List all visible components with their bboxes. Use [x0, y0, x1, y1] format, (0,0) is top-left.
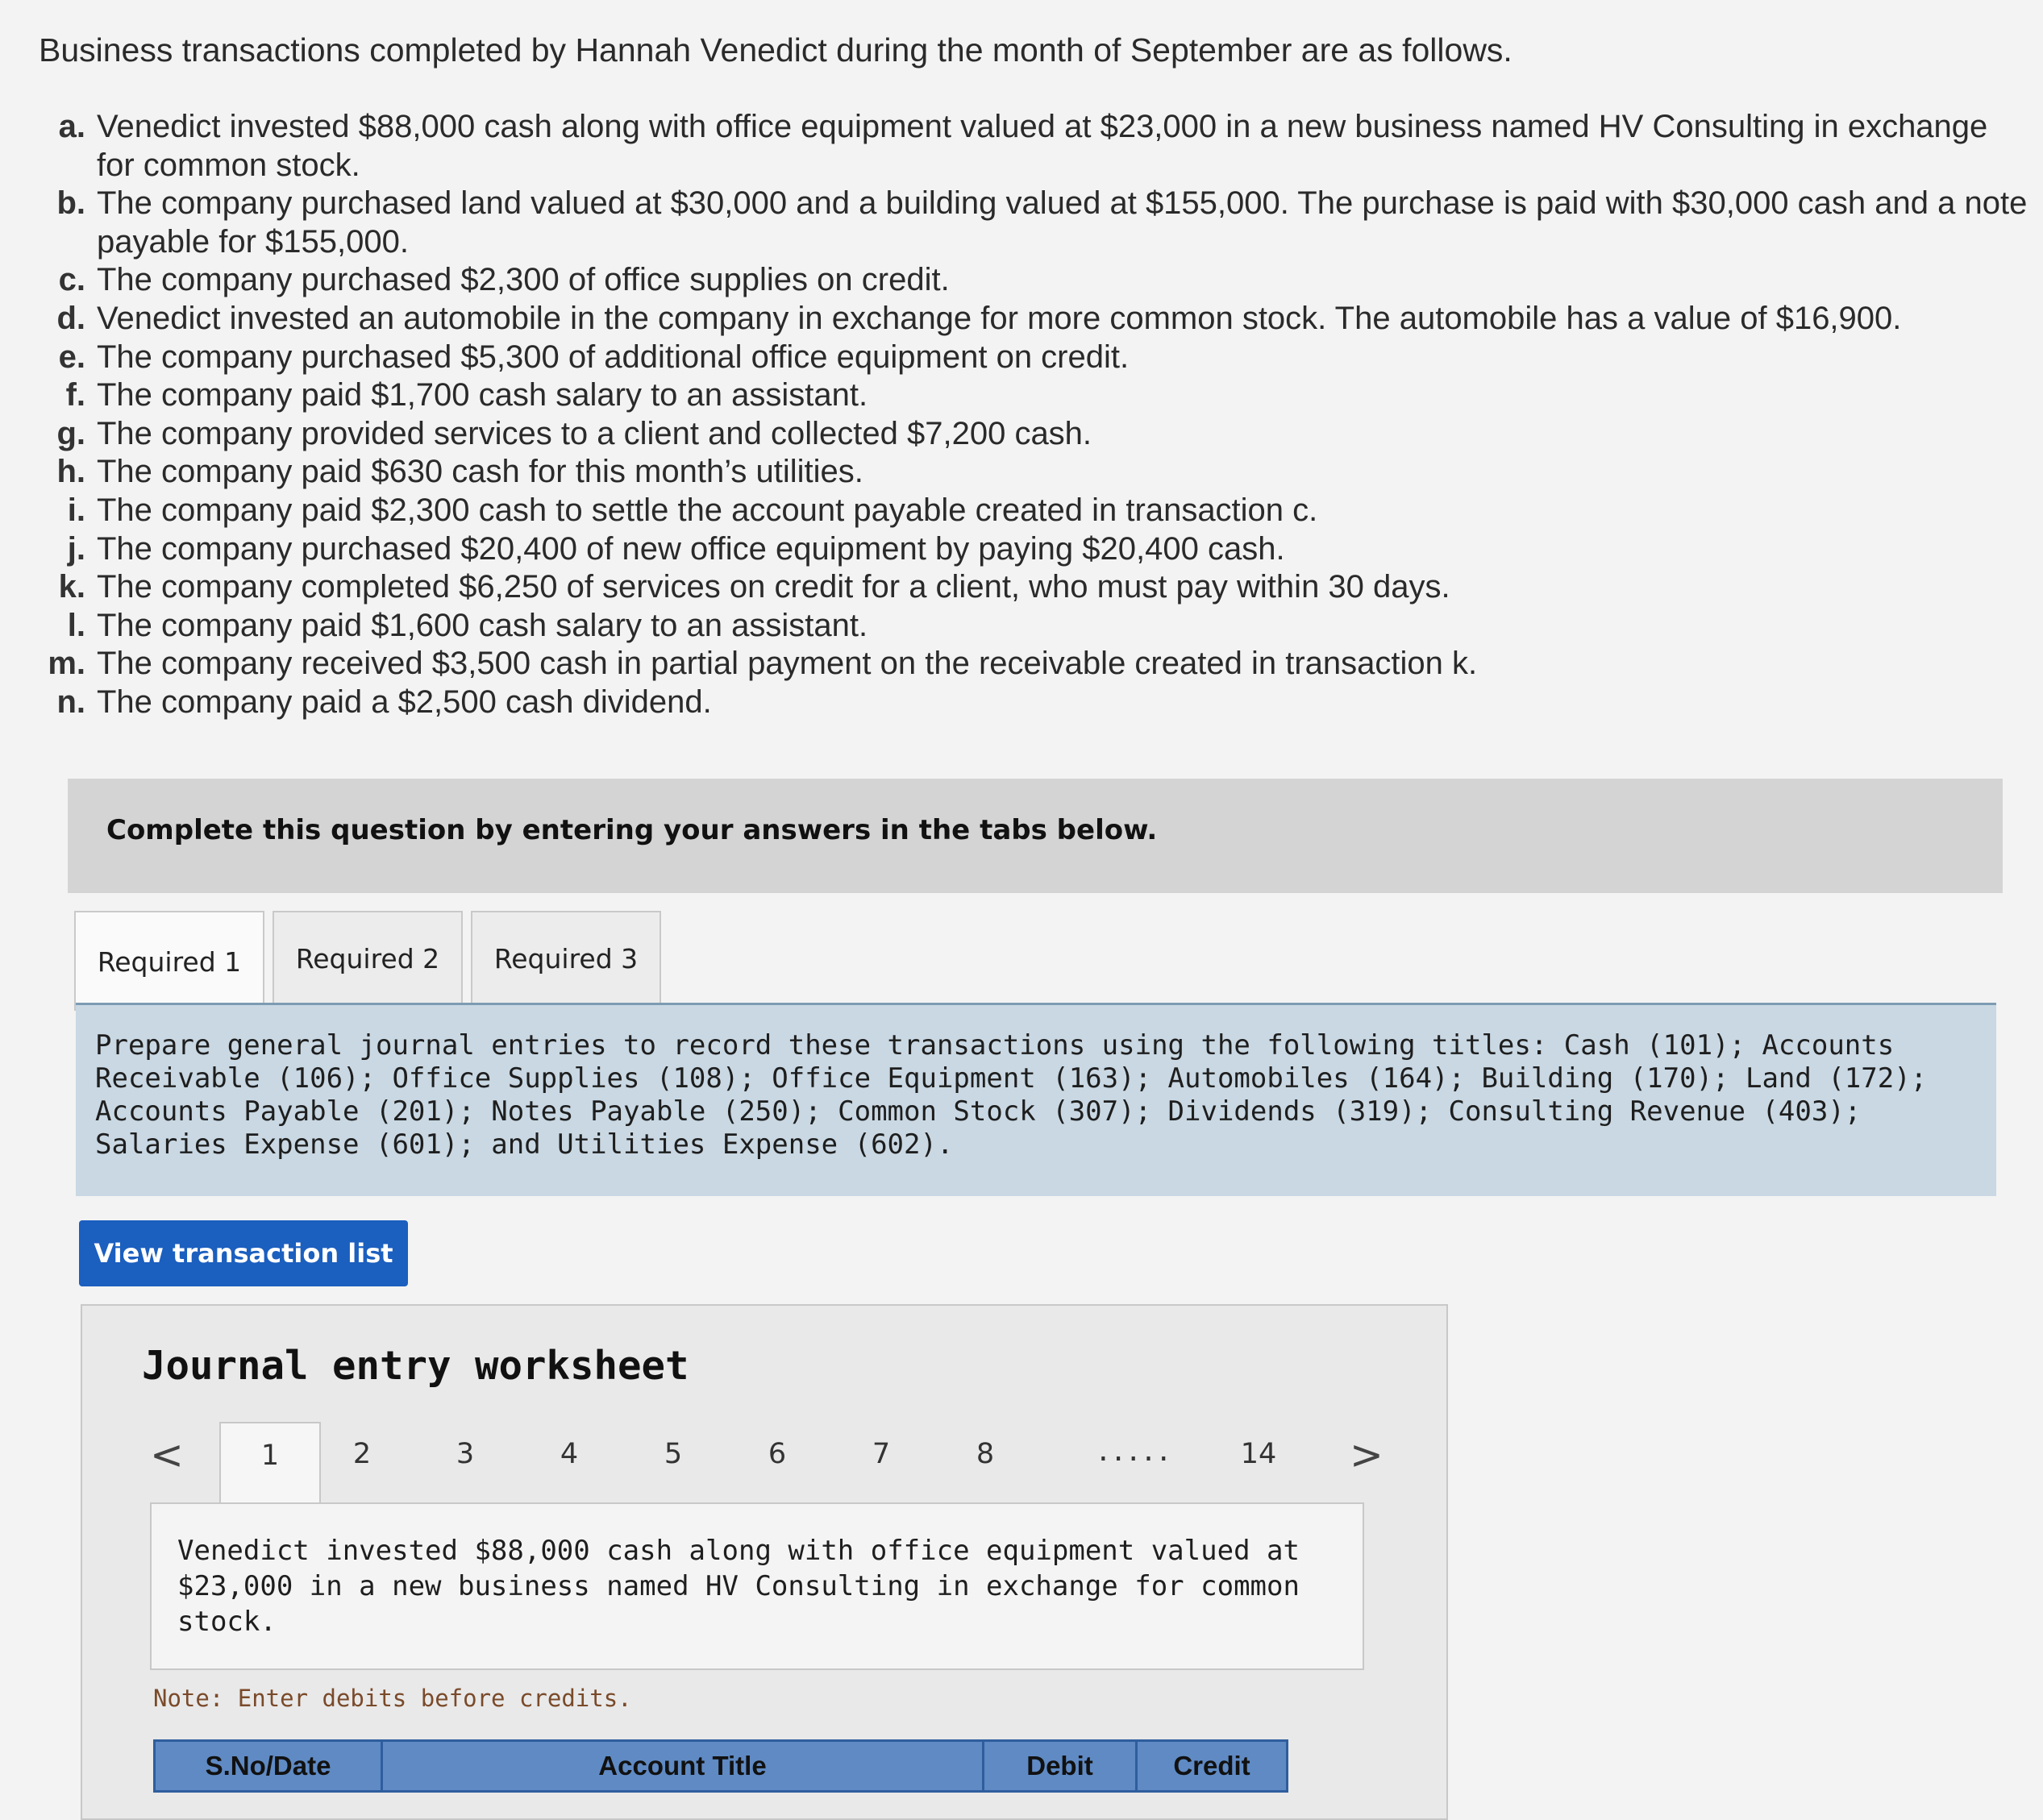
list-item	[39, 376, 2030, 415]
list-item	[39, 453, 2030, 492]
tab-required-2[interactable]: Required 2	[273, 911, 463, 1004]
list-item	[39, 108, 2030, 185]
problem-intro: Business transactions completed by Hannah Venedict during the month of September are as follows.	[39, 31, 1512, 69]
item-text: The company paid $2,300 cash to settle the account payable created in transaction c.	[97, 492, 1318, 528]
list-item	[39, 607, 2030, 646]
item-letter: l.	[67, 607, 85, 643]
page-5[interactable]: 5	[664, 1438, 683, 1470]
instruction-banner	[68, 779, 2003, 893]
chevron-right-icon[interactable]: >	[1350, 1431, 1383, 1478]
list-item	[39, 339, 2030, 377]
item-text: The company received $3,500 cash in partial payment on the receivable created in transaction k.	[97, 646, 1478, 682]
list-item	[39, 492, 2030, 530]
item-letter: h.	[56, 454, 85, 490]
column-header-account-title: Account Title	[383, 1742, 984, 1790]
list-item	[39, 300, 2030, 339]
column-header-debit: Debit	[984, 1742, 1138, 1790]
worksheet-title: Journal entry worksheet	[142, 1343, 689, 1389]
list-item	[39, 684, 2030, 722]
list-item	[39, 568, 2030, 607]
item-text: The company purchased $2,300 of office supplies on credit.	[97, 262, 950, 298]
item-text: The company provided services to a client and collected $7,200 cash.	[97, 415, 1092, 451]
transaction-list	[39, 108, 2030, 722]
transaction-description: Venedict invested $88,000 cash along with office equipment valued at $23,000 in a new business named HV Consulting in exchange for common stock.	[177, 1535, 1300, 1638]
list-item	[39, 530, 2030, 569]
page-1[interactable]: 1	[219, 1422, 321, 1506]
item-text: The company purchased land valued at $30,000 and a building valued at $155,000. The purchase is paid with $30,000 cash and a note payable for $155,000.	[97, 185, 2028, 260]
journal-table-header	[153, 1739, 1288, 1793]
page-4[interactable]: 4	[560, 1438, 579, 1470]
list-item	[39, 185, 2030, 261]
page-6[interactable]: 6	[768, 1438, 787, 1470]
page-7[interactable]: 7	[872, 1438, 891, 1470]
item-letter: g.	[56, 415, 85, 451]
item-letter: c.	[58, 262, 85, 298]
item-letter: a.	[58, 109, 85, 144]
tab-required-1[interactable]: Required 1	[74, 911, 264, 1011]
journal-entry-worksheet	[81, 1304, 1448, 1820]
worksheet-pager	[150, 1422, 1408, 1502]
column-header-date: S.No/Date	[156, 1742, 383, 1790]
view-transaction-list-button[interactable]: View transaction list	[79, 1220, 408, 1286]
item-letter: i.	[67, 492, 85, 528]
item-text: The company completed $6,250 of services on credit for a client, who must pay within 30 days.	[97, 569, 1450, 605]
item-letter: d.	[56, 300, 85, 336]
chevron-left-icon[interactable]: <	[150, 1431, 184, 1478]
column-header-credit: Credit	[1173, 1751, 1250, 1781]
item-text: Venedict invested $88,000 cash along with office equipment valued at $23,000 in a new business named HV Consulting in exchange for common stock.	[97, 109, 1988, 183]
required-instructions-panel	[76, 1003, 1996, 1196]
required-instructions-text: Prepare general journal entries to record these transactions using the following titles: Cash (101); Accounts Receivable (106); Office Supplies (108); Office Equipment (163); Automobiles (164); Building (170); Land (172); Accounts Payable (201); Notes Payable (250); Common Stock (307); Dividends (319); Consulting Revenue (403); Salaries Expense (601); and Utilities Expense (602).	[95, 1029, 1928, 1161]
item-text: The company purchased $5,300 of additional office equipment on credit.	[97, 339, 1130, 375]
list-item	[39, 261, 2030, 300]
tab-required-3[interactable]: Required 3	[471, 911, 661, 1004]
item-text: The company paid $630 cash for this month’s utilities.	[97, 454, 863, 490]
page-ellipsis: .....	[1098, 1431, 1174, 1469]
page-14[interactable]: 14	[1240, 1438, 1277, 1470]
page-3[interactable]: 3	[456, 1438, 475, 1470]
instruction-text: Complete this question by entering your answers in the tabs below.	[106, 814, 1158, 846]
item-letter: f.	[65, 377, 85, 413]
item-letter: k.	[58, 569, 85, 605]
list-item	[39, 645, 2030, 684]
item-letter: m.	[48, 646, 85, 682]
list-item	[39, 415, 2030, 454]
item-text: The company paid a $2,500 cash dividend.	[97, 684, 712, 720]
debit-credit-note: Note: Enter debits before credits.	[153, 1685, 632, 1712]
item-text: The company paid $1,600 cash salary to an assistant.	[97, 607, 868, 643]
item-letter: e.	[58, 339, 85, 375]
item-text: The company paid $1,700 cash salary to an assistant.	[97, 377, 868, 413]
page-2[interactable]: 2	[352, 1438, 372, 1470]
item-text: Venedict invested an automobile in the company in exchange for more common stock. The automobile has a value of $16,900.	[97, 300, 1902, 336]
item-letter: j.	[67, 530, 85, 567]
page-8[interactable]: 8	[976, 1438, 995, 1470]
item-letter: b.	[56, 185, 85, 222]
item-text: The company purchased $20,400 of new office equipment by paying $20,400 cash.	[97, 530, 1285, 567]
transaction-description-box	[150, 1502, 1364, 1670]
item-letter: n.	[56, 684, 85, 720]
